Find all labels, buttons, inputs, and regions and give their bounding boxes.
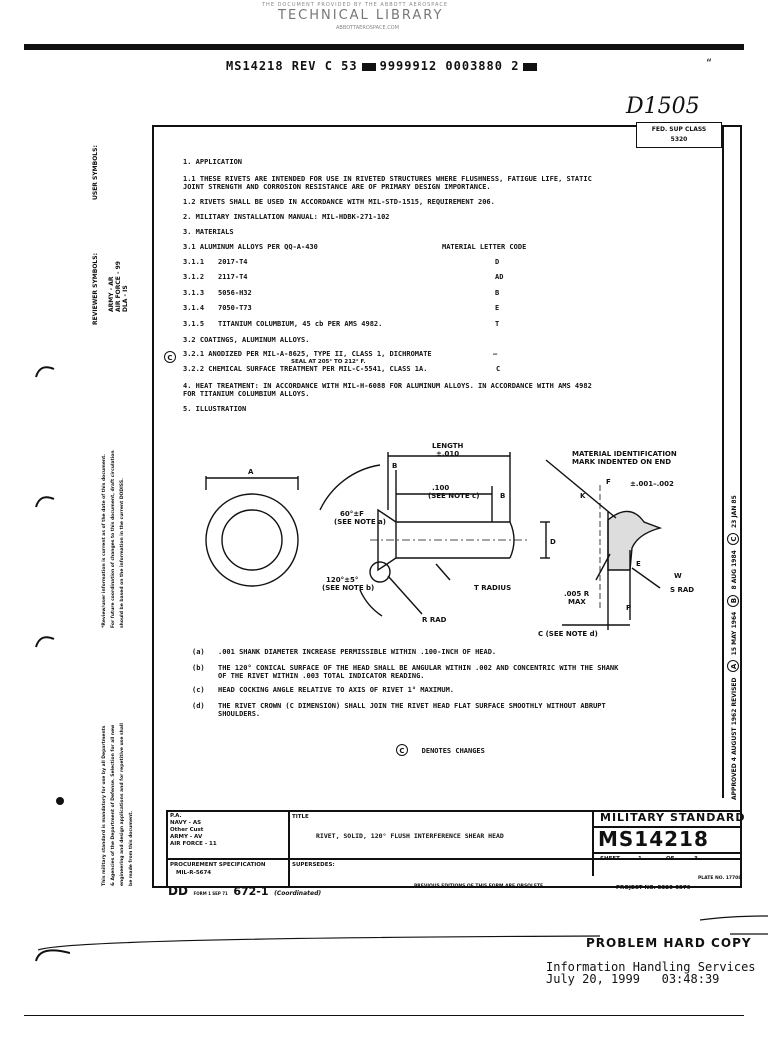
label-mat-id-2: MARK INDENTED ON END: [572, 458, 672, 466]
form-coordinated: (Coordinated): [274, 890, 322, 897]
form-line: [168, 880, 321, 899]
label-r-max-1: .005 R: [564, 590, 590, 598]
angle-arc-upper: [320, 465, 380, 510]
para-3-1: 3.1 ALUMINUM ALLOYS PER QQ-A-430: [183, 243, 318, 251]
change-circle-icon: C: [396, 744, 408, 756]
material-code: AD: [495, 273, 504, 281]
para-3-2-1: 3.2.1 ANODIZED PER MIL-A-8625, TYPE II, CLASS 1, DICHROMATE: [183, 350, 432, 358]
para-3-2-2: 3.2.2 CHEMICAL SURFACE TREATMENT PER MIL-C-5541, CLASS 1A.: [183, 365, 428, 373]
ihs-timestamp: [546, 972, 719, 986]
material-code: T: [495, 320, 500, 328]
binder-hook-icon: [36, 637, 54, 647]
para-3-2-2-code: C: [496, 365, 501, 373]
section-illustration: 5. ILLUSTRATION: [183, 405, 247, 413]
title-block-div2: [592, 810, 594, 876]
radius-callout: [370, 562, 390, 582]
para-1-2: 1.2 RIVETS SHALL BE USED IN ACCORDANCE WITH MIL-STD-1515, REQUIREMENT 206.: [183, 198, 495, 206]
frame-inner-line: [722, 125, 724, 798]
section-installation: 2. MILITARY INSTALLATION MANUAL: MIL-HDBK-271-102: [183, 213, 390, 221]
reviewer-symbols: REVIEWER SYMBOLS:: [92, 253, 99, 325]
section-heat-treatment-cont: FOR TITANIUM COLUMBIUM ALLOYS.: [183, 390, 310, 398]
supersedes-label: SUPERSEDES:: [292, 862, 335, 868]
label-angle-60: 60°±F: [340, 510, 364, 518]
block-mark: [362, 63, 376, 71]
watermark-title: TECHNICAL LIBRARY: [278, 8, 444, 23]
label-see-note-a: (SEE NOTE a): [334, 518, 386, 526]
bottom-rule: [24, 1015, 744, 1016]
r-rad-leader: [388, 576, 422, 614]
title-block-sheet-line: [592, 852, 742, 854]
revision-b-date: 8 AUG 1984: [731, 550, 738, 590]
ihs-label: Information Handling Services: [546, 960, 756, 974]
angle-arc-lower: [360, 590, 382, 616]
s-rad-leader: [632, 568, 660, 588]
reviewer-item: DLA - IS: [122, 285, 129, 312]
title-value: RIVET, SOLID, 120° FLUSH INTERFERENCE SHEAR HEAD: [316, 832, 504, 840]
material-name: 2017-T4: [218, 258, 248, 266]
ihs-time: 03:48:39: [661, 972, 720, 986]
sheet-of: OF: [666, 856, 675, 862]
military-standard-heading: MILITARY STANDARD: [600, 811, 746, 824]
material-code: B: [495, 289, 500, 297]
form-number: 672-1: [233, 885, 269, 898]
handwritten-mark: D1505: [626, 94, 700, 119]
material-code: D: [495, 258, 500, 266]
material-code-header: MATERIAL LETTER CODE: [442, 243, 527, 251]
head-inner-circle: [222, 510, 282, 570]
sheet-number: 1: [638, 856, 642, 862]
problem-hard-copy: PROBLEM HARD COPY: [586, 936, 752, 950]
title-block-div1: [288, 810, 290, 888]
previous-editions: PREVIOUS EDITIONS OF THIS FORM ARE OBSOLETE.: [414, 884, 545, 889]
form-small: FORM 1 SEP 71: [193, 891, 228, 896]
material-number: 3.1.4: [183, 304, 205, 312]
label-tol-001: ±.001–.002: [630, 480, 674, 488]
mandatory-note-line: This military standard is mandatory for use by all Departments: [102, 725, 107, 886]
user-symbols: USER SYMBOLS:: [92, 145, 99, 200]
watermark-url: ABBOTTAEROSPACE.COM: [336, 25, 399, 31]
note-id: (c): [192, 686, 205, 694]
binder-hook-icon: [36, 497, 54, 507]
detail-section: [608, 511, 660, 570]
para-1-1-cont: JOINT STRENGTH AND CORROSION RESISTANCE ARE OF PRIMARY DESIGN IMPORTANCE.: [183, 183, 491, 191]
head-outer-circle: [206, 494, 298, 586]
mandatory-note: [100, 723, 136, 886]
punch-hole-icon: [56, 797, 64, 805]
fed-class-value: 5320: [670, 136, 688, 143]
t-radius-leader: [436, 564, 450, 580]
watermark-small-text: THE DOCUMENT PROVIDED BY THE ABBOTT AEROSPACE: [262, 2, 448, 8]
revision-strip: [727, 495, 739, 800]
custodian-item: Other Cust: [170, 827, 204, 833]
document-id-left: MS14218 REV C 53: [226, 59, 358, 73]
note-id: (a): [192, 648, 205, 656]
fed-supply-class-box: [636, 122, 722, 148]
standard-number: MS14218: [598, 827, 709, 851]
note-id: (d): [192, 702, 205, 710]
label-r-max-2: MAX: [568, 598, 586, 606]
title-block-mid: [166, 858, 742, 860]
material-number: 3.1.1: [183, 258, 205, 266]
label-see-note-c: (SEE NOTE c): [428, 492, 480, 500]
note-text-cont: SHOULDERS.: [218, 710, 261, 718]
material-number: 3.1.5: [183, 320, 205, 328]
procurement-label: PROCUREMENT SPECIFICATION: [170, 862, 266, 868]
custodians: [170, 813, 217, 848]
title-block-left: [166, 810, 168, 888]
revision-b-mark: B: [727, 595, 739, 607]
note-id: (b): [192, 664, 205, 672]
ihs-date: July 20, 1999: [546, 972, 640, 986]
custodian-item: AIR FORCE - 11: [170, 841, 217, 847]
change-mark: C: [164, 351, 176, 363]
denotes-changes-label: DENOTES CHANGES: [421, 747, 485, 755]
label-f: F: [606, 478, 611, 486]
tick-mark: “: [706, 58, 713, 69]
para-3-2: 3.2 COATINGS, ALUMINUM ALLOYS.: [183, 336, 310, 344]
plate-number: PLATE NO. 17708: [698, 876, 742, 881]
review-note-line: *Review/user information is current as of the date of this document.: [102, 454, 107, 628]
note-text: THE 120° CONICAL SURFACE OF THE HEAD SHALL BE ANGULAR WITHIN .002 AND CONCENTRIC WITH THE SHANK: [218, 664, 619, 672]
mandatory-note-line: be made from this document.: [129, 810, 134, 886]
custodian-item: NAVY - AS: [170, 820, 202, 826]
rivet-drawing: [160, 430, 720, 650]
revision-a-date: 15 MAY 1964: [731, 611, 738, 656]
note-text: .001 SHANK DIAMETER INCREASE PERMISSIBLE WITHIN .100-INCH OF HEAD.: [218, 648, 497, 656]
fed-class-label: FED. SUP CLASS: [651, 126, 707, 133]
material-name: 7050-T73: [218, 304, 252, 312]
custodian-item: ARMY - AV: [170, 834, 203, 840]
material-code: E: [495, 304, 500, 312]
label-k: K: [580, 492, 586, 500]
binder-hook-icon: [36, 367, 54, 377]
label-d: D: [550, 538, 556, 546]
reviewer-item: ARMY - AR: [108, 276, 115, 312]
label-see-note-b: (SEE NOTE b): [322, 584, 375, 592]
mandatory-note-line: engineering and design applications and for repetitive use shall: [120, 723, 125, 886]
label-b: B: [392, 462, 398, 470]
mat-id-leader: [546, 460, 616, 518]
block-mark: [523, 63, 537, 71]
para-3-2-1-sub: SEAL AT 205° TO 212° F.: [291, 359, 366, 365]
revision-c-mark: C: [727, 533, 739, 545]
custodian-item: P.A.: [170, 813, 182, 819]
material-name: 2117-T4: [218, 273, 248, 281]
curve-line: [38, 936, 600, 950]
revision-c-date: 23 JAN 85: [731, 495, 738, 528]
curve-line: [700, 916, 768, 920]
material-name: TITANIUM COLUMBIUM, 45 cb PER AMS 4982.: [218, 320, 383, 328]
document-id-line: [226, 59, 541, 73]
revision-text: APPROVED 4 AUGUST 1962 REVISED: [731, 677, 738, 800]
section-application: 1. APPLICATION: [183, 158, 243, 166]
material-number: 3.1.2: [183, 273, 205, 281]
label-r-rad: R RAD: [422, 616, 447, 624]
project-number: PROJECT NO. 5320-0576: [616, 885, 691, 891]
label-s-rad: S RAD: [670, 586, 695, 594]
sheet-total: 3: [694, 856, 698, 862]
note-text: HEAD COCKING ANGLE RELATIVE TO AXIS OF RIVET 1° MAXIMUM.: [218, 686, 455, 694]
label-length: LENGTH: [432, 442, 464, 450]
note-text-cont: OF THE RIVET WITHIN .003 TOTAL INDICATOR READING.: [218, 672, 425, 680]
material-name: 5056-H32: [218, 289, 252, 297]
label-mat-id-1: MATERIAL IDENTIFICATION: [572, 450, 677, 458]
material-number: 3.1.3: [183, 289, 205, 297]
label-b2: B: [500, 492, 506, 500]
label-w: W: [674, 572, 682, 580]
section-heat-treatment: 4. HEAT TREATMENT: IN ACCORDANCE WITH MIL-H-6088 FOR ALUMINUM ALLOYS. IN ACCORDANCE WITH AMS 4982: [183, 382, 592, 390]
para-1-1: 1.1 THESE RIVETS ARE INTENDED FOR USE IN RIVETED STRUCTURES WHERE FLUSHNESS, FATIGUE LIFE, STATIC: [183, 175, 592, 183]
label-angle-120: 120°±5°: [326, 576, 359, 584]
review-note-line: should be based on the information in the current DODISS.: [120, 478, 125, 628]
review-note: [100, 450, 127, 628]
label-a: A: [248, 468, 254, 476]
section-materials: 3. MATERIALS: [183, 228, 234, 236]
reviewer-list: [108, 261, 129, 312]
revision-a-mark: A: [727, 660, 739, 672]
denotes-changes: [396, 738, 485, 757]
top-rule: [24, 44, 744, 50]
label-t-radius: T RADIUS: [474, 584, 512, 592]
reviewer-item: AIR FORCE - 99: [115, 261, 122, 312]
sheet-label: SHEET: [600, 856, 620, 862]
label-c-note: C (SEE NOTE d): [538, 630, 598, 638]
label-e: E: [636, 560, 641, 568]
label-dim-100: .100: [432, 484, 450, 492]
procurement-value: MIL-R-5674: [176, 870, 212, 876]
label-p: P: [626, 604, 632, 612]
label-length-tol: ±.010: [436, 450, 460, 458]
document-id-right: 9999912 0003880 2: [379, 59, 520, 73]
form-dd: DD: [168, 884, 188, 898]
para-3-2-1-code: —: [493, 350, 498, 358]
title-label: TITLE: [292, 814, 309, 820]
note-text: THE RIVET CROWN (C DIMENSION) SHALL JOIN THE RIVET HEAD FLAT SURFACE SMOOTHLY WITHOUT ABRUPT: [218, 702, 606, 710]
review-note-line: For future coordination of changes to this document, draft circulation: [111, 450, 116, 628]
mandatory-note-line: & Agencies of the Department of Defense. Selection for all new: [111, 724, 116, 886]
